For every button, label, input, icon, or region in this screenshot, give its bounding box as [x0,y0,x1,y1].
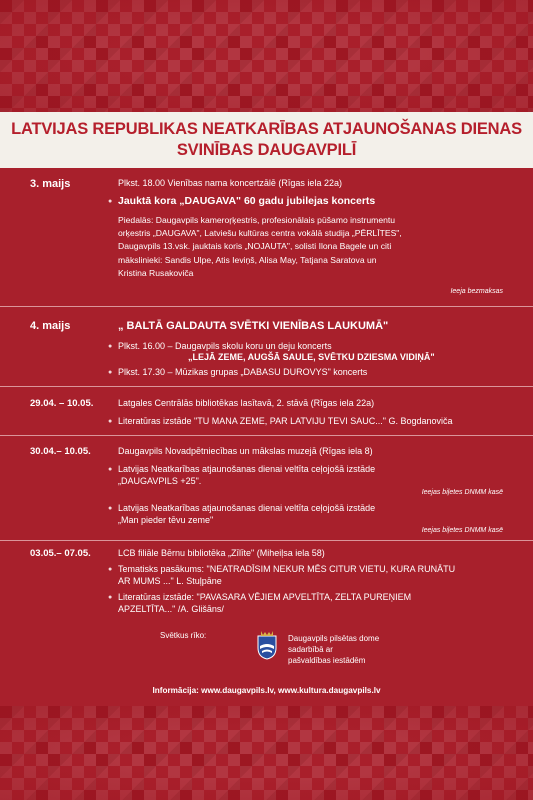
bullet-icon: ● [108,594,113,601]
event-date: 3. maijs [30,178,71,190]
event-date: 03.05.– 07.05. [30,548,91,559]
description-line: mākslinieki: Sandis Ulpe, Atis Ieviņš, Alisa May, Tatjana Saratova un [118,254,377,265]
bullet-icon: ● [108,466,113,473]
event-item [108,464,375,474]
event-item-text: Literatūras izstāde: "PAVASARA VĒJIEM APVELTĪTA, ZELTA PUREŅIEM [118,592,412,602]
event-date: 30.04.– 10.05. [30,446,91,457]
organizer-line: pašvaldības iestādēm [288,656,366,665]
event-item-subtitle: „LEJĀ ZEME, AUGŠĀ SAULE, SVĒTKU DZIESMA VIDIŅĀ" [188,352,435,362]
bullet-icon: ● [108,418,113,425]
bullet-icon: ● [108,505,113,512]
coat-of-arms-icon [256,630,278,660]
divider [0,435,533,436]
bullet-icon: ● [108,198,113,205]
page-title-line1: LATVIJAS REPUBLIKAS NEATKARĪBAS ATJAUNOŠANAS DIENAS [11,120,522,138]
event-item [108,416,453,426]
organizers-label: Svētkus rīko: [160,631,207,640]
event-item [108,367,367,377]
event-description [118,214,508,280]
organizer-text [288,633,379,666]
event-item [108,592,411,602]
divider [0,386,533,387]
event-title: „ BALTĀ GALDAUTA SVĒTKI VIENĪBAS LAUKUMĀ" [118,320,389,332]
description-line: Kristina Rusakoviča [118,267,194,278]
event-item [108,503,375,513]
bullet-icon: ● [108,566,113,573]
divider [0,540,533,541]
event-item-text: Plkst. 17.30 – Mūzikas grupas „DABASU DUROVYS" koncerts [118,367,368,377]
ticket-note: Ieejas biļetes DNMM kasē [421,527,503,534]
bullet-icon: ● [108,343,113,350]
organizer-line: sadarbībā ar [288,645,333,654]
event-item [108,341,332,351]
title-band [0,112,533,168]
description-line: orķestris „DAUGAVA", Latviešu kultūras centra vokālā studija „PĒRLĪTES", [118,228,402,239]
event-item-subtitle: „DAUGAVPILS +25". [118,476,202,486]
ticket-note: Ieejas biļetes DNMM kasē [421,489,503,496]
event-venue: Plkst. 18.00 Vienības nama koncertzālē (Rīgas iela 22a) [118,178,342,188]
event-title [108,195,375,207]
event-date: 4. maijs [30,320,71,332]
event-venue: Latgales Centrālās bibliotēkas lasītavā, 2. stāvā (Rīgas iela 22a) [118,398,375,408]
description-line: Daugavpils 13.vsk. jauktais koris „NOJAUTA", solisti Ilona Bagele un citi [118,241,392,252]
event-venue: LCB filiāle Bērnu bibliotēka „Zīlīte" (Miheiļsa iela 58) [118,548,325,558]
organizer-line: Daugavpils pilsētas dome [288,634,380,643]
description-line: Piedalās: Daugavpils kameroŗķestris, profesionālais pūšamo instrumentu [118,215,396,225]
event-item-text: Tematisks pasākums: "NEATRADĪSIM NEKUR MĒS CITUR VIETU, KURA RUNĀTU [118,564,456,574]
event-item [108,564,455,574]
event-item-subtitle: APZELTĪTA..." /A. Glišāns/ [118,604,224,614]
divider [0,306,533,307]
event-title-text: Jauktā kora „DAUGAVA" 60 gadu jubilejas koncerts [118,195,376,207]
info-links: Informācija: www.daugavpils.lv, www.kultura.daugavpils.lv [152,686,381,695]
ornament-top [0,0,533,112]
entry-note: Ieeja bezmaksas [450,288,503,295]
page-title-line2: SVINĪBAS DAUGAVPILĪ [176,141,357,159]
event-item-subtitle: AR MUMS ..." L. Stuļpāne [118,576,222,586]
event-venue: Daugavpils Novadpētniecības un mākslas muzejā (Rīgas iela 8) [118,446,373,456]
event-item-text: Plkst. 16.00 – Daugavpils skolu koru un deju koncerts [118,341,332,351]
event-item-subtitle: „Man pieder tēvu zeme" [118,515,214,525]
bullet-icon: ● [108,369,113,376]
event-item-text: Latvijas Neatkarības atjaunošanas dienai veltīta ceļojošā izstāde [118,503,376,513]
event-date: 29.04. – 10.05. [30,398,94,409]
event-item-text: Literatūras izstāde "TU MANA ZEME, PAR LATVIJU TEVI SAUC..." G. Bogdanoviča [118,416,453,426]
event-item-text: Latvijas Neatkarības atjaunošanas dienai veltīta ceļojošā izstāde [118,464,376,474]
ornament-bottom [0,706,533,800]
event-list [0,168,533,706]
